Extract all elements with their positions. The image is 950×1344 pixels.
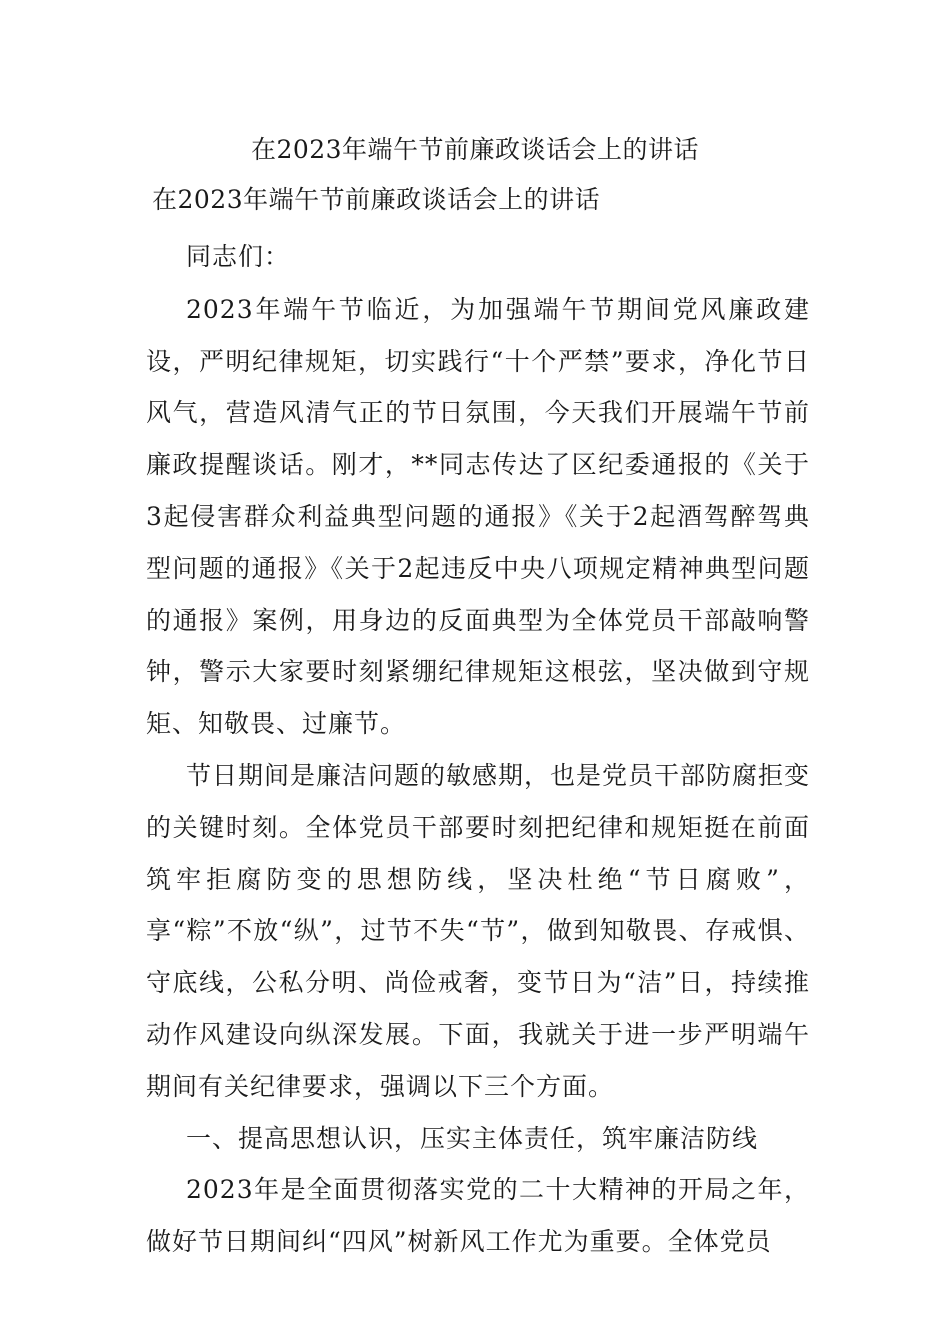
- paragraph-intro: 2023年端午节临近，为加强端午节期间党风廉政建设，严明纪律规矩，切实践行“十个严禁”要求，净化节日风气，营造风清气正的节日氛围，今天我们开展端午节前廉政提醒谈话。刚才，**同志传达了区纪委通报的《关于3起侵害群众利益典型问题的通报》《关于2起酒驾醉驾典型问题的通报》《关于2起违反中央八项规定精神典型问题的通报》案例，用身边的反面典型为全体党员干部敲响警钟，警示大家要时刻紧绷纪律规矩这根弦，坚决做到守规矩、知敬畏、过廉节。: [146, 294, 810, 739]
- document-title: 在2023年端午节前廉政谈话会上的讲话: [250, 135, 700, 164]
- salutation: 同志们：: [186, 242, 291, 271]
- paragraph-section-one: 2023年是全面贯彻落实党的二十大精神的开局之年，做好节日期间纠“四风”树新风工作尤为重要。全体党员: [146, 1175, 810, 1257]
- document-body: [146, 183, 810, 1268]
- document-subtitle: 在2023年端午节前廉政谈话会上的讲话: [152, 185, 601, 214]
- paragraph-holiday-period: 节日期间是廉洁问题的敏感期，也是党员干部防腐拒变的关键时刻。全体党员干部要时刻把纪律和规矩挺在前面筑牢拒腐防变的思想防线，坚决杜绝“节日腐败”，享“粽”不放“纵”，过节不失“节”，做到知敬畏、存戒惧、守底线，公私分明、尚俭戒奢，变节日为“洁”日，持续推动作风建设向纵深发展。下面，我就关于进一步严明端午期间有关纪律要求，强调以下三个方面。: [146, 760, 811, 1101]
- section-heading-one: 一、提高思想认识，压实主体责任，筑牢廉洁防线: [186, 1123, 759, 1153]
